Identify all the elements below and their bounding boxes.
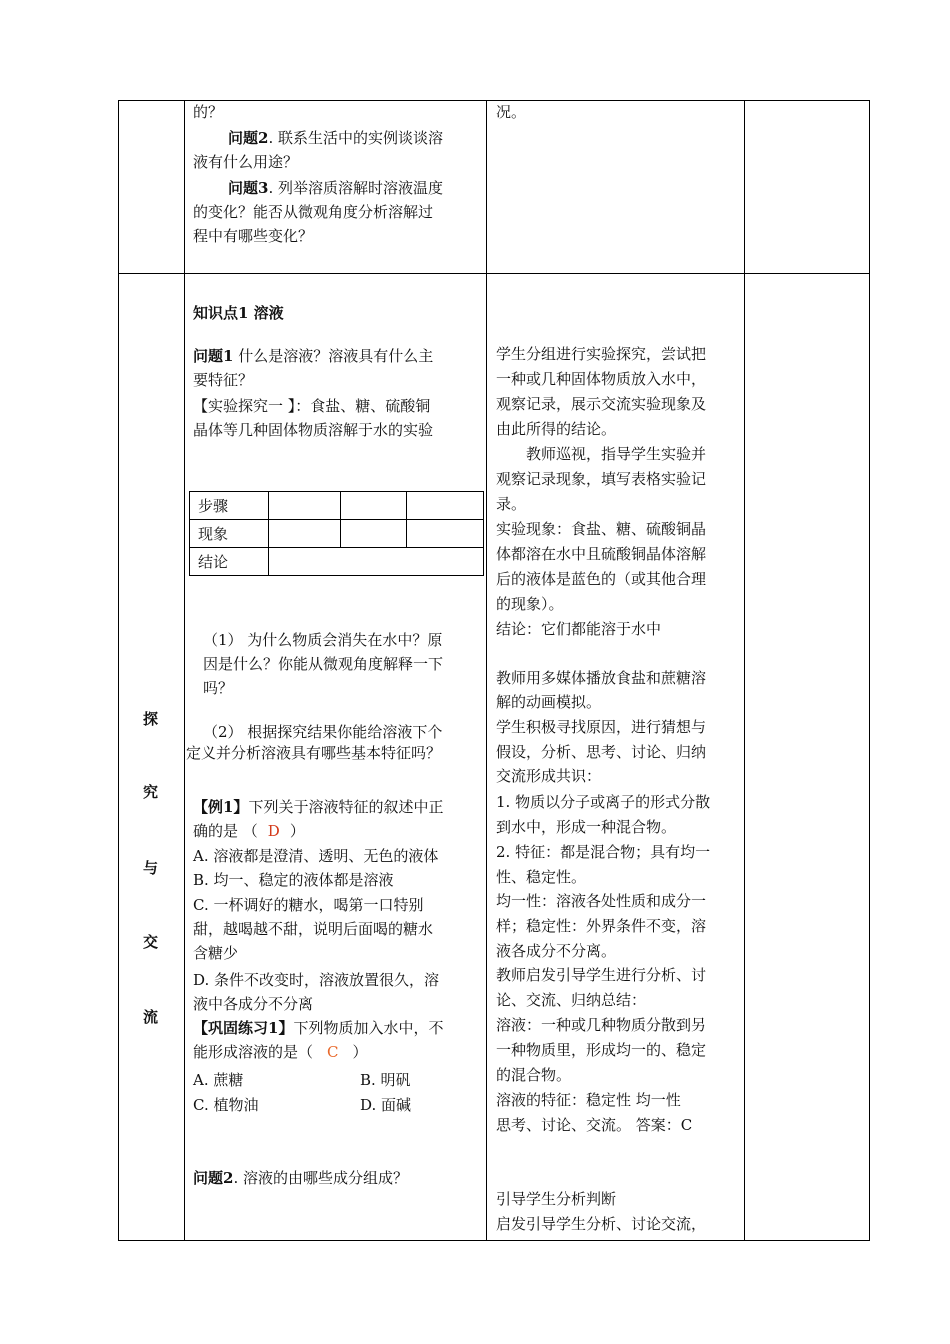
example-1-label: 【例1】	[193, 798, 249, 816]
right-line: 学生分组进行实验探究，尝试把	[496, 345, 707, 363]
right-line: 交流形成共识：	[496, 767, 602, 785]
side-label-char: 与	[143, 859, 159, 877]
practice-1-label: 【巩固练习1】	[193, 1019, 294, 1037]
option-d-line1: D. 条件不改变时，溶液放置很久，溶	[193, 971, 440, 989]
right-line: 2. 特征：都是混合物；具有均一	[496, 843, 711, 861]
top-question-3-line2: 的变化？能否从微观角度分析溶解过	[193, 203, 434, 221]
practice-1	[193, 1016, 443, 1040]
right-line: 观察记录现象，填写表格实验记	[496, 470, 707, 488]
table-border-left	[118, 100, 119, 1241]
table-row-label: 现象	[190, 520, 269, 548]
question-2	[193, 1166, 408, 1190]
right-line: 溶液：一种或几种物质分散到另	[496, 1016, 707, 1034]
question-2-label: 问题2	[228, 129, 269, 147]
table-cell	[269, 492, 341, 520]
right-line: 溶液的特征：稳定性 均一性	[496, 1091, 681, 1109]
question-1	[193, 344, 433, 368]
example-1-prefix: 确的是 （	[193, 822, 258, 840]
experiment-line1: 【实验探究一 】：食盐、糖、硫酸铜	[193, 397, 431, 415]
side-label-char: 流	[143, 1008, 159, 1026]
example-1-line2	[193, 819, 305, 843]
question-2-text: . 联系生活中的实例谈谈溶	[268, 129, 443, 147]
right-line: 学生积极寻找原因，进行猜想与	[496, 718, 707, 736]
table-border-top	[118, 100, 870, 101]
table-col-divider-3	[744, 100, 745, 1241]
experiment-table	[189, 491, 484, 576]
table-row-divider	[118, 273, 870, 274]
right-line: 到水中，形成一种混合物。	[496, 818, 677, 836]
table-border-bottom	[118, 1240, 870, 1241]
question-1-label: 问题1	[193, 347, 234, 365]
right-line: 启发引导学生分析、讨论交流，	[496, 1215, 707, 1233]
sub-question-1-line1: （1） 为什么物质会消失在水中？原	[203, 631, 443, 649]
example-1-answer: D	[267, 822, 280, 840]
table-row	[190, 492, 484, 520]
table-col-divider-1	[184, 100, 185, 1241]
practice-1-suffix: ）	[352, 1043, 368, 1061]
question-3-label: 问题3	[228, 179, 269, 197]
right-line: 性、稳定性。	[496, 868, 587, 886]
question-2-label: 问题2	[193, 1169, 234, 1187]
side-label-char: 交	[143, 933, 159, 951]
right-line: 录。	[496, 495, 527, 513]
practice-option-b: B. 明矾	[360, 1071, 411, 1089]
table-row-label: 结论	[190, 548, 269, 576]
right-line: 的混合物。	[496, 1066, 572, 1084]
question-2-text: . 溶液的由哪些成分组成？	[233, 1169, 408, 1187]
right-line: 后的液体是蓝色的（或其他合理	[496, 570, 707, 588]
right-line: 假设，分析、思考、讨论、归纳	[496, 743, 707, 761]
option-b: B. 均一、稳定的液体都是溶液	[193, 871, 394, 889]
table-row-label: 步骤	[190, 492, 269, 520]
question-1-line2: 要特征？	[193, 371, 254, 389]
top-question-3	[228, 176, 443, 200]
sub-question-2-line1: （2） 根据探究结果你能给溶液下个	[203, 723, 443, 741]
practice-1-prefix: 能形成溶液的是（	[193, 1043, 314, 1061]
top-text-line: 的？	[193, 103, 224, 121]
top-right-text: 况。	[496, 103, 527, 121]
practice-option-c: C. 植物油	[193, 1096, 259, 1114]
sub-question-1-line3: 吗？	[203, 679, 234, 697]
question-1-text: 什么是溶液？溶液具有什么主	[233, 347, 434, 365]
option-a: A. 溶液都是澄清、透明、无色的液体	[193, 847, 439, 865]
knowledge-point-title: 知识点1 溶液	[193, 304, 284, 322]
right-line: 一种物质里，形成均一的、稳定	[496, 1041, 707, 1059]
side-label-char: 究	[143, 783, 159, 801]
table-cell	[269, 548, 484, 576]
top-question-3-line3: 程中有哪些变化？	[193, 227, 314, 245]
table-cell	[341, 520, 407, 548]
right-line: 由此所得的结论。	[496, 420, 617, 438]
practice-1-answer: C	[327, 1043, 339, 1061]
experiment-line2: 晶体等几种固体物质溶解于水的实验	[193, 421, 434, 439]
right-line: 实验现象：食盐、糖、硫酸铜晶	[496, 520, 707, 538]
table-col-divider-2	[486, 100, 487, 1241]
table-cell	[269, 520, 341, 548]
right-line: 样；稳定性：外界条件不变，溶	[496, 917, 707, 935]
right-line: 均一性：溶液各处性质和成分一	[496, 892, 707, 910]
table-border-right	[869, 100, 870, 1241]
option-c-line3: 含糖少	[193, 944, 239, 962]
table-row	[190, 520, 484, 548]
right-line: 教师启发引导学生进行分析、讨	[496, 966, 707, 984]
right-line: 液各成分不分离。	[496, 942, 617, 960]
right-line: 体都溶在水中且硫酸铜晶体溶解	[496, 545, 707, 563]
right-line: 1. 物质以分子或离子的形式分散	[496, 793, 711, 811]
right-line: 教师用多媒体播放食盐和蔗糖溶	[496, 669, 707, 687]
right-line: 教师巡视，指导学生实验并	[496, 445, 707, 463]
table-cell	[341, 492, 407, 520]
practice-1-line2	[193, 1040, 368, 1064]
practice-option-a: A. 蔗糖	[193, 1071, 244, 1089]
right-line: 一种或几种固体物质放入水中，	[496, 370, 707, 388]
option-c-line1: C. 一杯调好的糖水，喝第一口特别	[193, 896, 424, 914]
table-row	[190, 548, 484, 576]
practice-1-text: 下列物质加入水中，不	[293, 1019, 444, 1037]
table-cell	[407, 492, 484, 520]
table-cell	[407, 520, 484, 548]
example-1	[193, 795, 443, 819]
example-1-text: 下列关于溶液特征的叙述中正	[248, 798, 444, 816]
top-question-2	[228, 126, 443, 150]
top-question-2-line2: 液有什么用途？	[193, 153, 299, 171]
right-line: 的现象）。	[496, 595, 564, 613]
sub-question-2-line2: 定义并分析溶液具有哪些基本特征吗？	[186, 744, 442, 762]
right-line: 观察记录，展示交流实验现象及	[496, 395, 707, 413]
side-label-char: 探	[143, 710, 159, 728]
example-1-suffix: ）	[289, 822, 305, 840]
right-line: 解的动画模拟。	[496, 693, 602, 711]
practice-option-d: D. 面碱	[360, 1096, 412, 1114]
right-line: 思考、讨论、交流。 答案：C	[496, 1116, 693, 1134]
right-line: 引导学生分析判断	[496, 1190, 617, 1208]
question-3-text: . 列举溶质溶解时溶液温度	[268, 179, 443, 197]
sub-question-1-line2: 因是什么？你能从微观角度解释一下	[203, 655, 444, 673]
option-c-line2: 甜，越喝越不甜，说明后面喝的糖水	[193, 920, 434, 938]
right-line: 论、交流、归纳总结：	[496, 991, 647, 1009]
option-d-line2: 液中各成分不分离	[193, 995, 314, 1013]
right-line: 结论：它们都能溶于水中	[496, 620, 662, 638]
